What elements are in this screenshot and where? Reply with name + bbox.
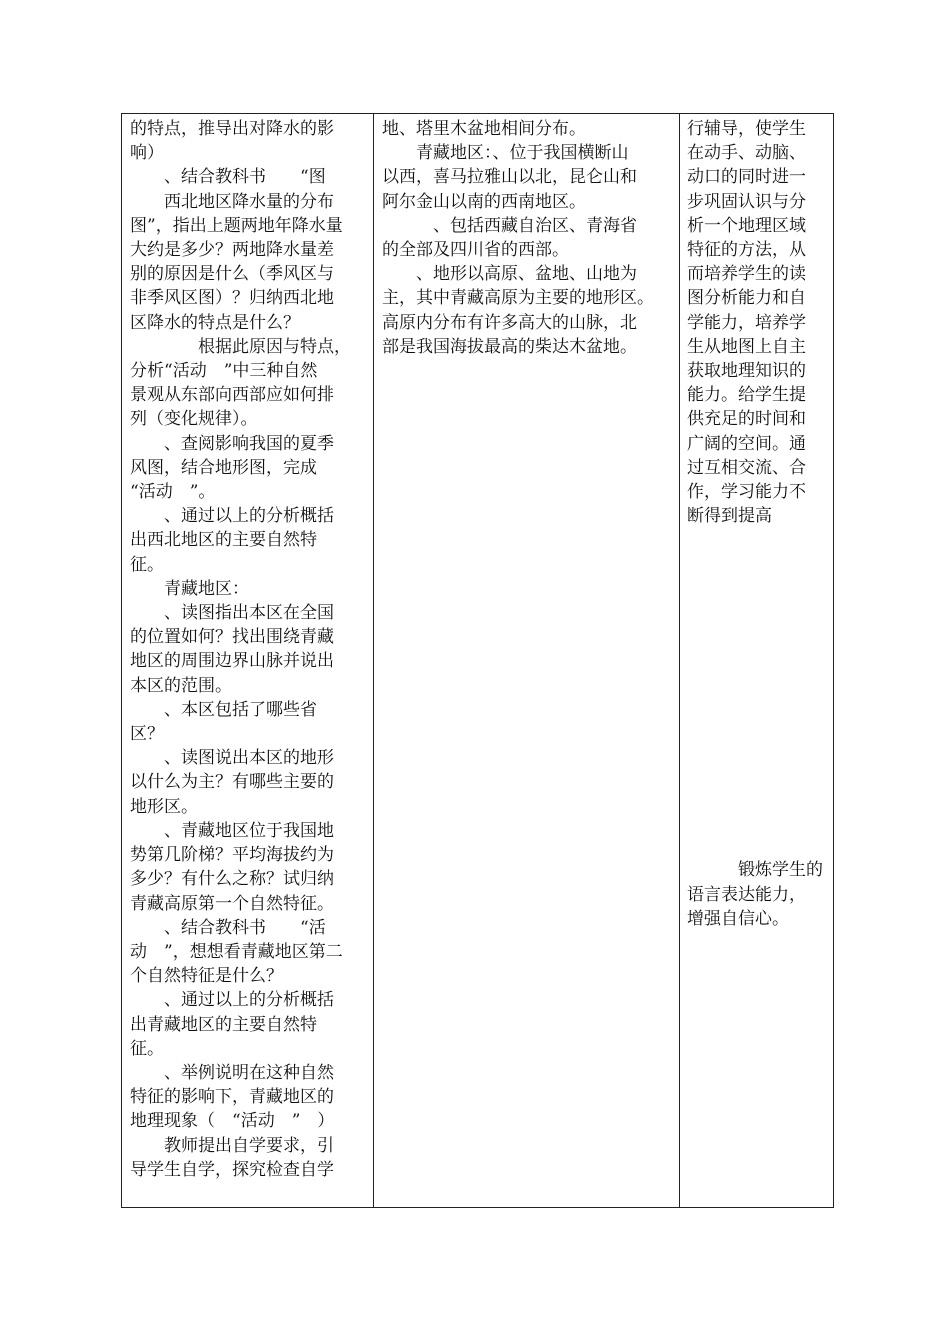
text-line: 大约是多少？两地降水量差 <box>130 240 334 261</box>
text-line: 本区的范围。 <box>130 675 232 696</box>
table-row <box>122 114 834 1208</box>
activity-column-text <box>122 114 373 1182</box>
text-line: 列（变化规律）。 <box>130 409 258 430</box>
text-line: 的全部及四川省的西部。 <box>382 240 569 261</box>
text-line: 区？ <box>130 724 164 745</box>
text-line: 而培养学生的读 <box>687 264 806 285</box>
text-line: 步巩固认识与分 <box>687 191 806 212</box>
text-line: 青藏地区： <box>130 578 249 599</box>
text-line: 广阔的空间。通 <box>687 433 806 454</box>
text-line: 风图，结合地形图，完成 <box>130 457 317 478</box>
text-line: 、结合教科书 “活 <box>130 917 326 938</box>
text-line: 、读图指出本区在全国 <box>130 603 334 624</box>
text-line: 析一个地理区域 <box>687 215 806 236</box>
text-line: 特征的方法，从 <box>687 240 806 261</box>
text-line: 过互相交流、合 <box>687 457 806 478</box>
text-line: 教师提出自学要求，引 <box>130 1135 334 1156</box>
purpose-column-cell <box>680 114 834 1208</box>
text-line: 动口的同时进一 <box>687 167 806 188</box>
text-line: 部是我国海拔最高的柴达木盆地。 <box>382 336 637 357</box>
text-line: 个自然特征是什么？ <box>130 966 283 987</box>
text-line: “活动 ”。 <box>130 482 216 503</box>
text-line: 地、塔里木盆地相间分布。 <box>382 119 586 139</box>
text-line: 的位置如何？找出围绕青藏 <box>130 627 334 648</box>
text-line: 青藏地区：、位于我国横断山 <box>382 143 629 164</box>
text-line: 特征的影响下，青藏地区的 <box>130 1087 334 1108</box>
text-line: 的特点，推导出对降水的影 <box>130 119 334 139</box>
text-line: 以西，喜马拉雅山以北，昆仑山和 <box>382 167 637 188</box>
text-line: 西北地区降水量的分布 <box>130 191 334 212</box>
text-line: 青藏高原第一个自然特征。 <box>130 893 334 914</box>
text-line: 学能力，培养学 <box>687 312 806 333</box>
purpose-text-top <box>687 117 829 528</box>
content-column-cell <box>374 114 680 1208</box>
text-line: 、结合教科书 “图 <box>130 167 326 188</box>
text-line: 地形区。 <box>130 796 198 817</box>
text-line: 导学生自学，探究检查自学 <box>130 1159 334 1180</box>
text-line: 语言表达能力， <box>687 884 806 905</box>
text-line: 非季风区图）？归纳西北地 <box>130 288 334 309</box>
content-column-text <box>374 114 679 359</box>
activity-column-cell <box>122 114 374 1208</box>
purpose-column-text <box>680 114 833 931</box>
lesson-plan-table <box>121 113 834 1208</box>
text-line: 增强自信心。 <box>687 908 789 929</box>
text-line: 景观从东部向西部应如何排 <box>130 385 334 406</box>
text-line: 阿尔金山以南的西南地区。 <box>382 191 586 212</box>
text-line: 地理现象（ “活动 ” ） <box>130 1111 335 1132</box>
purpose-text-bottom <box>687 858 829 931</box>
text-line: 、读图说出本区的地形 <box>130 748 334 769</box>
text-line: 区降水的特点是什么？ <box>130 312 300 333</box>
text-line: 地区的周围边界山脉并说出 <box>130 651 334 672</box>
text-line: 高原内分布有许多高大的山脉，北 <box>382 312 637 333</box>
text-line: 出西北地区的主要自然特 <box>130 530 317 551</box>
text-line: 势第几阶梯？平均海拔约为 <box>130 845 334 866</box>
text-line: 响） <box>130 143 164 164</box>
text-line: 主，其中青藏高原为主要的地形区。 <box>382 288 654 309</box>
text-line: 、查阅影响我国的夏季 <box>130 433 334 454</box>
text-line: 锻炼学生的 <box>687 860 823 881</box>
text-line: 、地形以高原、盆地、山地为 <box>382 264 637 285</box>
text-line: 、包括西藏自治区、青海省 <box>382 215 637 236</box>
text-line: 能力。给学生提 <box>687 385 806 406</box>
text-line: 供充足的时间和 <box>687 409 806 430</box>
text-line: 出青藏地区的主要自然特 <box>130 1014 317 1035</box>
spacer <box>687 528 829 858</box>
text-line: 别的原因是什么（季风区与 <box>130 264 334 285</box>
text-line: 、举例说明在这种自然 <box>130 1062 334 1083</box>
text-line: 动 ”，想想看青藏地区第二 <box>130 941 343 962</box>
text-line: 生从地图上自主 <box>687 336 806 357</box>
text-line: 多少？有什么之称？试归纳 <box>130 869 334 890</box>
text-line: 、青藏地区位于我国地 <box>130 820 334 841</box>
text-line: 以什么为主？有哪些主要的 <box>130 772 334 793</box>
text-line: 、通过以上的分析概括 <box>130 990 334 1011</box>
text-line: 图”，指出上题两地年降水量 <box>130 215 343 236</box>
text-line: 分析“活动 ”中三种自然 <box>130 361 318 382</box>
text-line: 根据此原因与特点， <box>130 336 351 357</box>
text-line: 图分析能力和自 <box>687 288 806 309</box>
text-line: 征。 <box>130 554 164 575</box>
text-line: 行辅导，使学生 <box>687 119 806 139</box>
text-line: 征。 <box>130 1038 164 1059</box>
text-line: 断得到提高 <box>687 506 772 527</box>
text-line: 作，学习能力不 <box>687 482 806 503</box>
text-line: 、本区包括了哪些省 <box>130 699 317 720</box>
text-line: 获取地理知识的 <box>687 361 806 382</box>
text-line: 、通过以上的分析概括 <box>130 506 334 527</box>
text-line: 在动手、动脑、 <box>687 143 806 164</box>
